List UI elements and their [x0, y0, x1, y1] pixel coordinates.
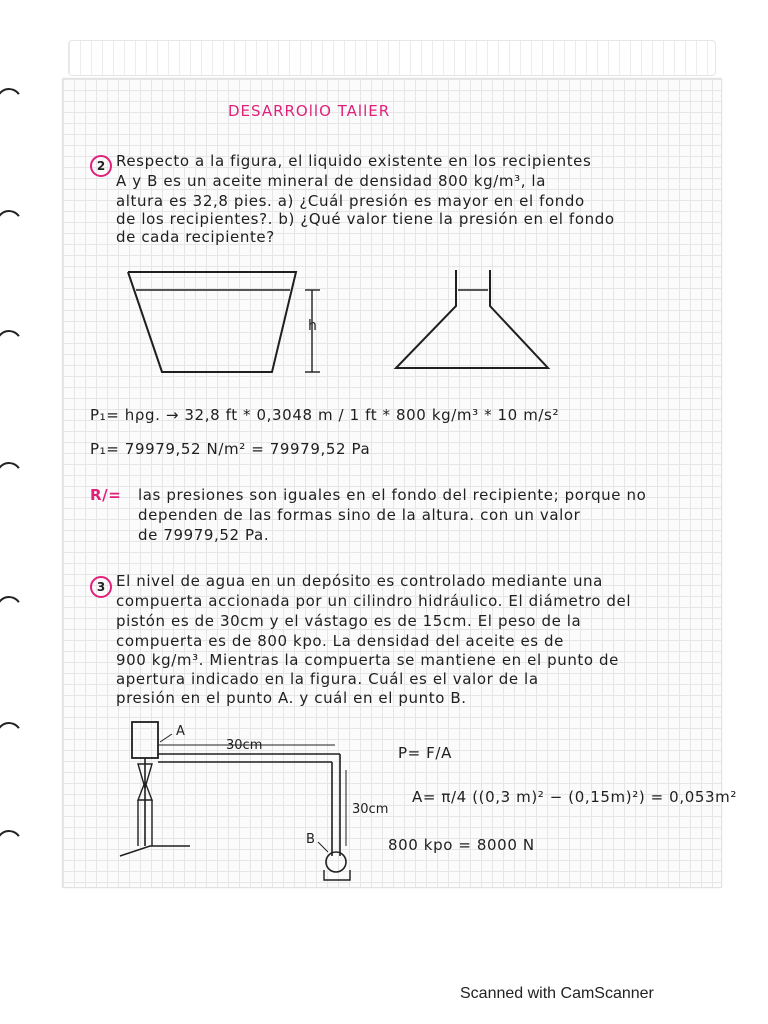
problem-2-line: Respecto a la figura, el liquido existente en los recipientes: [116, 152, 592, 170]
container-a: [128, 272, 296, 372]
height-label: h: [308, 318, 317, 334]
problem-2-line: de cada recipiente?: [116, 228, 275, 246]
calculation-line-2: P₁= 79979,52 N/m² = 79979,52 Pa: [90, 440, 371, 458]
vertical-dimension-label: 30cm: [352, 802, 389, 817]
pump-b: [326, 852, 346, 872]
label-point-a: A: [176, 724, 185, 739]
problem-3-line: presión en el punto A. y cuál en el punto B.: [116, 689, 467, 707]
problem-2-line: altura es 32,8 pies. a) ¿Cuál presión es mayor en el fondo: [116, 192, 585, 210]
calculation-line-1: P₁= hρg. → 32,8 ft * 0,3048 m / 1 ft * 800 kg/m³ * 10 m/s²: [90, 406, 560, 424]
problem-3-line: El nivel de agua en un depósito es controlado mediante una: [116, 572, 603, 590]
label-point-b: B: [306, 832, 315, 847]
answer-line: dependen de las formas sino de la altura. con un valor: [138, 506, 581, 524]
problem-2-line: A y B es un aceite mineral de densidad 800 kg/m³, la: [116, 172, 546, 190]
horizontal-dimension-label: 30cm: [226, 738, 263, 753]
problem-3-line: compuerta accionada por un cilindro hidráulico. El diámetro del: [116, 592, 632, 610]
problem-2-line: de los recipientes?. b) ¿Qué valor tiene la presión en el fondo: [116, 210, 615, 228]
answer-line: las presiones son iguales en el fondo del recipiente; porque no: [138, 486, 647, 504]
problem-2-number: 2: [90, 155, 112, 177]
answer-label: R/=: [90, 486, 122, 504]
problem-3-number: 3: [90, 576, 112, 598]
pressure-formula: P= F/A: [398, 744, 452, 762]
scanner-watermark: Scanned with CamScanner: [460, 985, 654, 1002]
problem-3-line: compuerta es de 800 kpo. La densidad del aceite es de: [116, 632, 565, 650]
area-formula: A= π/4 ((0,3 m)² − (0,15m)²) = 0,053m²: [412, 788, 737, 806]
answer-line: de 79979,52 Pa.: [138, 526, 270, 544]
ground-line: [120, 846, 190, 856]
weight-conversion: 800 kpo = 8000 N: [388, 836, 535, 854]
page-title: DESARROllO TAllER: [228, 102, 391, 120]
container-b: [396, 270, 548, 368]
problem-3-line: 900 kg/m³. Mientras la compuerta se mantiene en el punto de: [116, 651, 619, 669]
problem-3-line: apertura indicado en la figura. Cuál es el valor de la: [116, 670, 539, 688]
hydraulic-cylinder: [132, 722, 158, 758]
problem-3-line: pistón es de 30cm y el vástago es de 15cm. El peso de la: [116, 612, 582, 630]
